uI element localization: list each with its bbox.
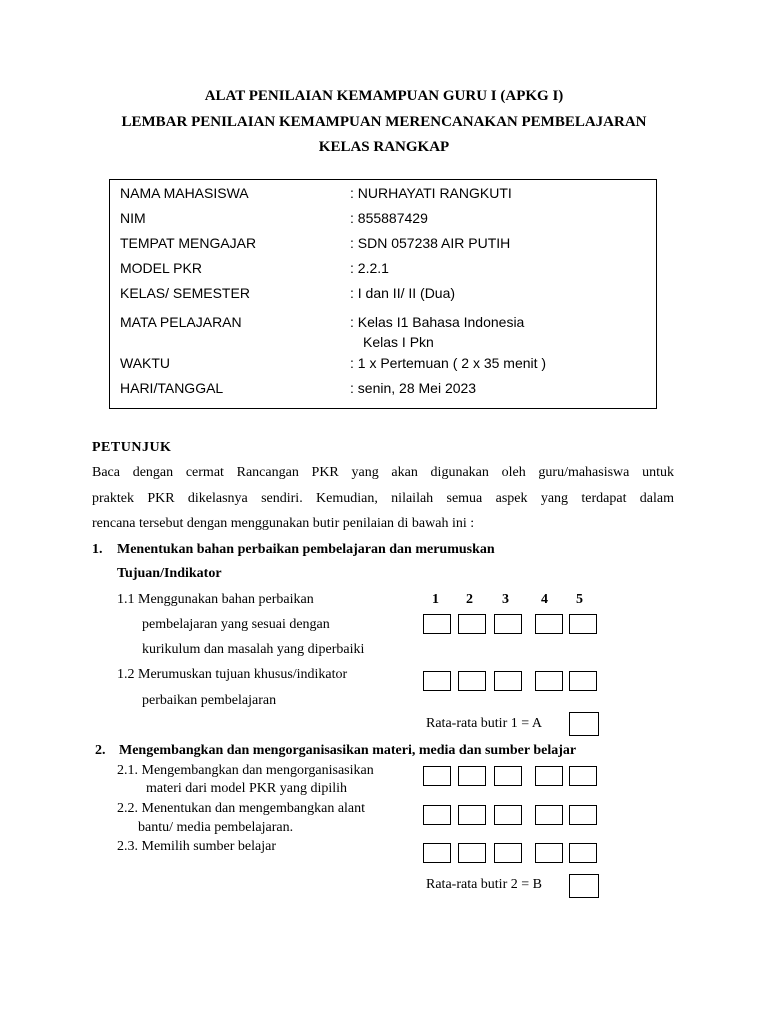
score-box-2-3-3[interactable] <box>494 843 522 863</box>
scale-2: 2 <box>466 592 473 607</box>
petunjuk-line-3: rencana tersebut dengan menggunakan butir penilaian di bawah ini : <box>92 516 475 531</box>
score-box-1-1-2[interactable] <box>458 614 486 634</box>
scale-5: 5 <box>576 592 583 607</box>
score-box-2-2-4[interactable] <box>535 805 563 825</box>
value-nim: : 855887429 <box>350 210 428 226</box>
average-1-box[interactable] <box>569 712 599 736</box>
score-box-2-3-5[interactable] <box>569 843 597 863</box>
student-info-box <box>109 179 657 409</box>
label-waktu: WAKTU <box>120 355 171 371</box>
score-box-2-1-3[interactable] <box>494 766 522 786</box>
score-box-1-2-4[interactable] <box>535 671 563 691</box>
item-1-2-line-1: 1.2 Merumuskan tujuan khusus/indikator <box>117 667 348 682</box>
value-nama: : NURHAYATI RANGKUTI <box>350 185 512 201</box>
score-box-2-1-4[interactable] <box>535 766 563 786</box>
score-box-1-1-1[interactable] <box>423 614 451 634</box>
value-kelas: : I dan II/ II (Dua) <box>350 285 456 301</box>
score-box-2-3-1[interactable] <box>423 843 451 863</box>
scale-1: 1 <box>432 592 439 607</box>
score-box-2-1-2[interactable] <box>458 766 486 786</box>
item-2-1-line-1: 2.1. Mengembangkan dan mengorganisasikan <box>117 763 374 778</box>
score-box-2-2-2[interactable] <box>458 805 486 825</box>
score-box-1-1-5[interactable] <box>569 614 597 634</box>
value-waktu: : 1 x Pertemuan ( 2 x 35 menit ) <box>350 355 547 371</box>
score-box-1-2-2[interactable] <box>458 671 486 691</box>
label-nama: NAMA MAHASISWA <box>120 185 249 201</box>
score-box-2-3-4[interactable] <box>535 843 563 863</box>
score-box-1-1-4[interactable] <box>535 614 563 634</box>
value-hari: : senin, 28 Mei 2023 <box>350 380 477 396</box>
label-mapel: MATA PELAJARAN <box>120 314 242 330</box>
doc-subtitle: LEMBAR PENILAIAN KEMAMPUAN MERENCANAKAN PEMBELAJARAN <box>121 114 647 130</box>
doc-subtitle-class: KELAS RANGKAP <box>318 139 450 155</box>
average-2-box[interactable] <box>569 874 599 898</box>
item-2-2-line-1: 2.2. Menentukan dan mengembangkan alant <box>117 801 366 816</box>
item-1-2-line-2: perbaikan pembelajaran <box>142 693 277 708</box>
score-box-1-2-1[interactable] <box>423 671 451 691</box>
section-1-title-2: Tujuan/Indikator <box>117 566 222 581</box>
item-2-3-line-1: 2.3. Memilih sumber belajar <box>117 839 277 854</box>
value-mapel: : Kelas I1 Bahasa Indonesia <box>350 314 525 330</box>
doc-title: ALAT PENILAIAN KEMAMPUAN GURU I (APKG I) <box>204 88 564 104</box>
section-2-number: 2. <box>95 743 106 758</box>
petunjuk-line-1: Baca dengan cermat Rancangan PKR yang akan digunakan oleh guru/mahasiswa untuk <box>92 465 674 480</box>
petunjuk-line-2: praktek PKR dikelasnya sendiri. Kemudian, nilailah semua aspek yang terdapat dalam <box>92 491 674 506</box>
item-2-2-line-2: bantu/ media pembelajaran. <box>138 820 294 835</box>
score-box-2-2-3[interactable] <box>494 805 522 825</box>
label-tempat: TEMPAT MENGAJAR <box>120 235 257 251</box>
label-model: MODEL PKR <box>120 260 202 276</box>
score-box-1-2-5[interactable] <box>569 671 597 691</box>
average-1-label: Rata-rata butir 1 = A <box>426 716 542 731</box>
section-1-number: 1. <box>92 542 103 557</box>
scale-3: 3 <box>502 592 509 607</box>
label-kelas: KELAS/ SEMESTER <box>120 285 250 301</box>
value-mapel-2: Kelas I Pkn <box>363 334 434 350</box>
average-2-label: Rata-rata butir 2 = B <box>426 877 542 892</box>
score-box-1-2-3[interactable] <box>494 671 522 691</box>
scale-4: 4 <box>541 592 548 607</box>
section-1-title: Menentukan bahan perbaikan pembelajaran dan merumuskan <box>117 542 495 557</box>
item-2-1-line-2: materi dari model PKR yang dipilih <box>146 781 348 796</box>
score-box-1-1-3[interactable] <box>494 614 522 634</box>
petunjuk-heading: PETUNJUK <box>92 440 172 455</box>
score-box-2-1-5[interactable] <box>569 766 597 786</box>
label-hari: HARI/TANGGAL <box>120 380 224 396</box>
score-box-2-1-1[interactable] <box>423 766 451 786</box>
score-box-2-3-2[interactable] <box>458 843 486 863</box>
section-2-title: Mengembangkan dan mengorganisasikan materi, media dan sumber belajar <box>119 743 577 758</box>
score-box-2-2-5[interactable] <box>569 805 597 825</box>
value-model: : 2.2.1 <box>350 260 389 276</box>
label-nim: NIM <box>120 210 146 226</box>
item-1-1-line-2: pembelajaran yang sesuai dengan <box>142 617 330 632</box>
item-1-1-line-1: 1.1 Menggunakan bahan perbaikan <box>117 592 314 607</box>
item-1-1-line-3: kurikulum dan masalah yang diperbaiki <box>142 642 365 657</box>
value-tempat: : SDN 057238 AIR PUTIH <box>350 235 511 251</box>
score-box-2-2-1[interactable] <box>423 805 451 825</box>
